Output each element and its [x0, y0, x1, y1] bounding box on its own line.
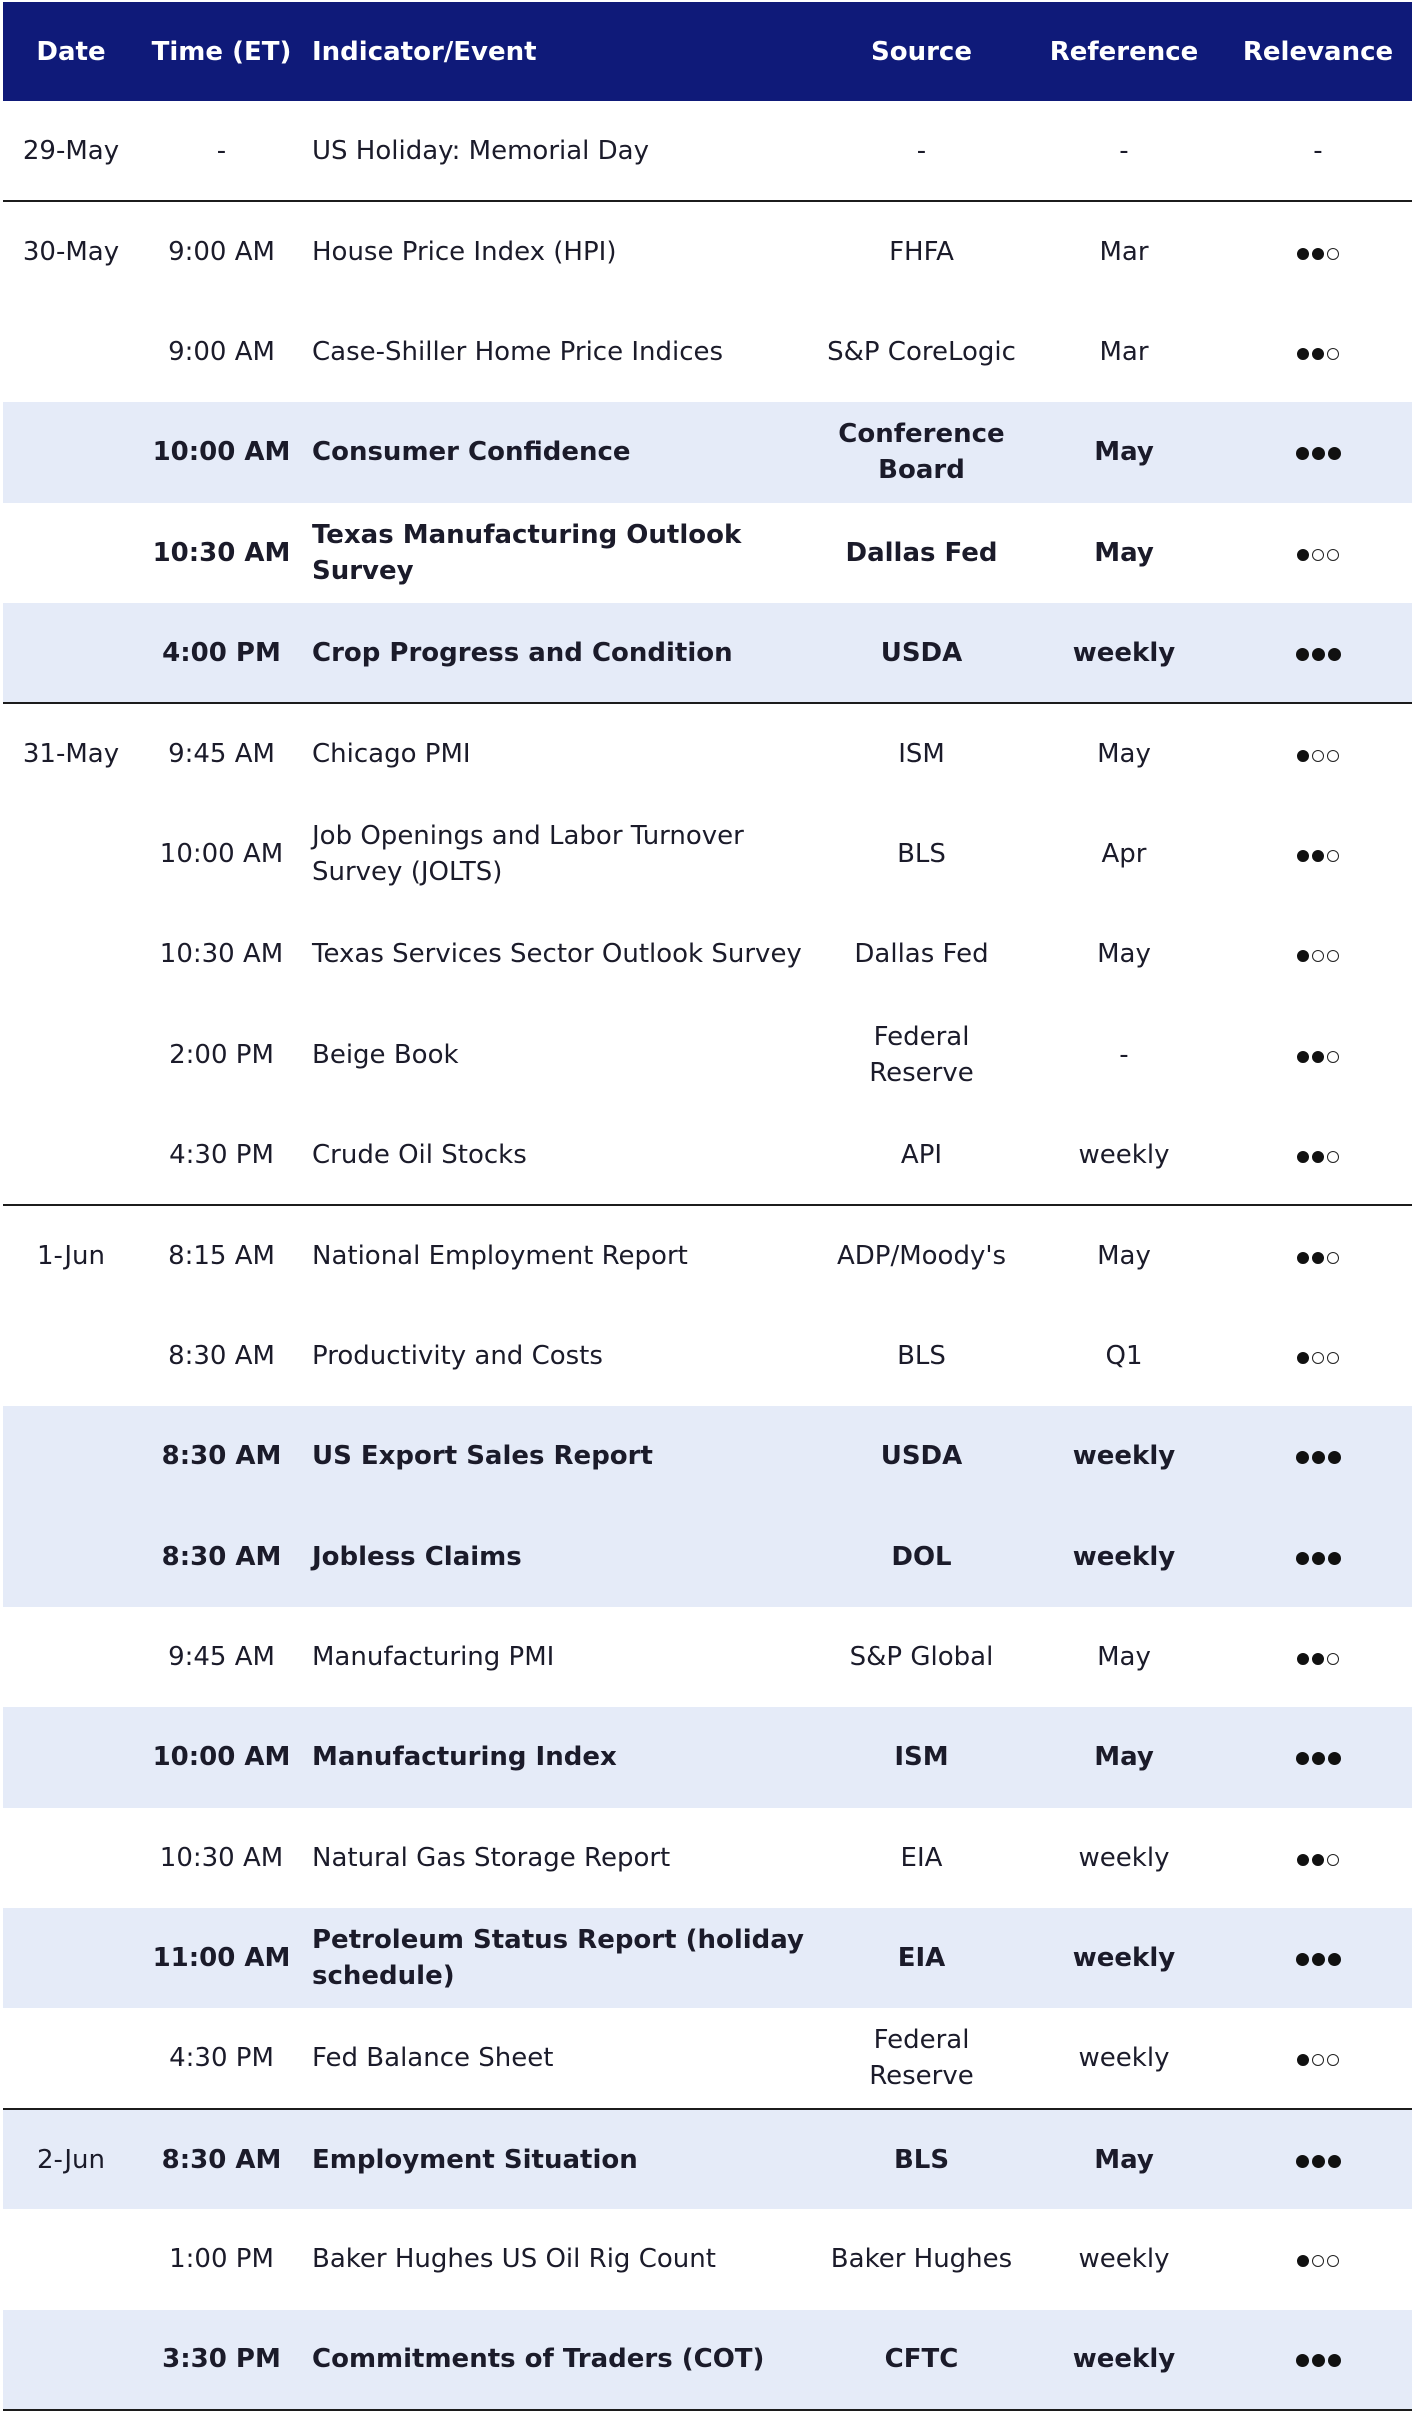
- header-row: [3, 2, 1412, 101]
- cell-date: [3, 1607, 139, 1707]
- filled-dot-icon: [1297, 549, 1309, 561]
- cell-time: 11:00 AM: [152, 1943, 291, 1974]
- filled-dot-icon: [1312, 1953, 1325, 1966]
- empty-dot-icon: [1312, 2054, 1324, 2066]
- cell-reference: May: [1024, 2109, 1224, 2209]
- empty-dot-icon: [1327, 950, 1339, 962]
- table-row: [3, 503, 1412, 603]
- filled-dot-icon: [1297, 1352, 1309, 1364]
- empty-dot-icon: [1327, 1151, 1339, 1163]
- cell-source: EIA: [900, 1842, 943, 1873]
- cell-time: 10:00 AM: [159, 838, 284, 869]
- table-row: [3, 1105, 1412, 1205]
- cell-relevance: [1224, 302, 1412, 402]
- cell-time: 8:30 AM: [168, 1340, 275, 1371]
- cell-date: [3, 2310, 139, 2410]
- cell-relevance: [1224, 201, 1412, 301]
- cell-event: Crude Oil Stocks: [312, 1139, 527, 1170]
- cell-reference: May: [1097, 939, 1151, 970]
- table-row: [3, 804, 1412, 904]
- cell-event: Petroleum Status Report (holiday schedule): [312, 1925, 804, 1992]
- empty-dot-icon: [1327, 348, 1339, 360]
- relevance-dots: [1297, 1653, 1339, 1665]
- cell-relevance: [1224, 1205, 1412, 1305]
- empty-dot-icon: [1327, 1252, 1339, 1264]
- filled-dot-icon: [1328, 447, 1341, 460]
- filled-dot-icon: [1312, 348, 1324, 360]
- cell-time: 2:00 PM: [169, 1039, 274, 1070]
- filled-dot-icon: [1297, 2255, 1309, 2267]
- cell-time: 9:45 AM: [168, 1642, 275, 1673]
- table-header: [3, 2, 1412, 101]
- cell-source: -: [916, 135, 927, 166]
- filled-dot-icon: [1296, 2354, 1309, 2367]
- relevance-dots: [1297, 2255, 1339, 2267]
- cell-relevance: [1224, 603, 1412, 703]
- cell-time: 10:30 AM: [159, 1842, 284, 1873]
- cell-relevance: [1224, 904, 1412, 1004]
- cell-date: [3, 2008, 139, 2108]
- filled-dot-icon: [1297, 1051, 1309, 1063]
- cell-time: 10:00 AM: [152, 1742, 291, 1773]
- empty-dot-icon: [1312, 2255, 1324, 2267]
- cell-source: EIA: [897, 1943, 946, 1974]
- cell-event: Baker Hughes US Oil Rig Count: [312, 2244, 716, 2275]
- cell-reference: -: [1119, 135, 1129, 166]
- cell-date: [3, 603, 139, 703]
- filled-dot-icon: [1312, 1151, 1324, 1163]
- cell-relevance: -: [1313, 135, 1323, 166]
- cell-reference: May: [1024, 703, 1224, 803]
- cell-time: 10:30 AM: [152, 537, 291, 568]
- cell-source: ADP/Moody's: [819, 1205, 1024, 1305]
- empty-dot-icon: [1312, 750, 1324, 762]
- cell-relevance: [1224, 1707, 1412, 1807]
- cell-relevance: [1224, 2008, 1412, 2108]
- cell-reference: Mar: [1024, 201, 1224, 301]
- cell-time: 4:30 PM: [169, 1139, 274, 1170]
- cell-source: Federal Reserve: [869, 1021, 974, 1088]
- cell-time: -: [216, 135, 227, 166]
- cell-date: [3, 1105, 139, 1205]
- cell-relevance: [1224, 2310, 1412, 2410]
- cell-event: Fed Balance Sheet: [312, 2043, 554, 2074]
- cell-event: Job Openings and Labor Turnover Survey (JOLTS): [312, 820, 744, 887]
- filled-dot-icon: [1328, 1752, 1341, 1765]
- cell-date: [3, 1506, 139, 1606]
- cell-source: BLS: [897, 838, 946, 869]
- filled-dot-icon: [1296, 1953, 1309, 1966]
- table-row: [3, 1406, 1412, 1506]
- header-event: Indicator/Event: [312, 36, 537, 67]
- cell-source: USDA: [880, 1441, 963, 1472]
- cell-event: Employment Situation: [304, 2109, 819, 2209]
- cell-source: Dallas Fed: [845, 537, 998, 568]
- filled-dot-icon: [1312, 2155, 1325, 2168]
- cell-relevance: [1224, 2109, 1412, 2209]
- cell-event: Crop Progress and Condition: [312, 637, 733, 668]
- relevance-dots: [1296, 1451, 1341, 1464]
- cell-source: CFTC: [819, 2310, 1024, 2410]
- header-time: Time (ET): [151, 36, 292, 67]
- cell-source: BLS: [897, 1340, 946, 1371]
- table-row: [3, 904, 1412, 1004]
- empty-dot-icon: [1312, 1352, 1324, 1364]
- cell-relevance: [1224, 402, 1412, 502]
- cell-relevance: [1224, 804, 1412, 904]
- relevance-dots: [1296, 2354, 1341, 2367]
- filled-dot-icon: [1312, 248, 1324, 260]
- cell-reference: weekly: [1072, 1943, 1176, 1974]
- table-row: [3, 2109, 1412, 2209]
- cell-relevance: [1224, 1406, 1412, 1506]
- table-row: [3, 2209, 1412, 2309]
- empty-dot-icon: [1327, 850, 1339, 862]
- filled-dot-icon: [1297, 950, 1309, 962]
- filled-dot-icon: [1312, 1653, 1324, 1665]
- cell-date: [3, 1306, 139, 1406]
- cell-event: US Export Sales Report: [312, 1441, 653, 1472]
- table-row: [3, 402, 1412, 502]
- cell-time: 1:00 PM: [169, 2244, 274, 2275]
- empty-dot-icon: [1327, 549, 1339, 561]
- filled-dot-icon: [1297, 1653, 1309, 1665]
- cell-relevance: [1224, 1808, 1412, 1908]
- empty-dot-icon: [1327, 2255, 1339, 2267]
- filled-dot-icon: [1297, 1151, 1309, 1163]
- header-reference: Reference: [1049, 36, 1199, 67]
- header-source: Source: [871, 36, 972, 67]
- relevance-dots: [1296, 648, 1341, 661]
- cell-reference: weekly: [1024, 2310, 1224, 2410]
- table-row: [3, 2310, 1412, 2410]
- table-row: [3, 1205, 1412, 1305]
- relevance-dots: [1297, 1252, 1339, 1264]
- table-row: [3, 2008, 1412, 2108]
- cell-event: Natural Gas Storage Report: [312, 1842, 671, 1873]
- cell-date: 29-May: [22, 135, 120, 166]
- filled-dot-icon: [1312, 1451, 1325, 1464]
- cell-date: [3, 1406, 139, 1506]
- cell-reference: weekly: [1078, 1842, 1170, 1873]
- cell-reference: Apr: [1101, 838, 1147, 869]
- cell-source: S&P CoreLogic: [827, 336, 1016, 367]
- filled-dot-icon: [1297, 1854, 1309, 1866]
- cell-date: [3, 1808, 139, 1908]
- cell-reference: weekly: [1078, 1139, 1170, 1170]
- table-row: [3, 201, 1412, 301]
- cell-time: 8:30 AM: [161, 1441, 282, 1472]
- filled-dot-icon: [1296, 1451, 1309, 1464]
- table-row: [3, 1808, 1412, 1908]
- filled-dot-icon: [1328, 1552, 1341, 1565]
- filled-dot-icon: [1328, 2155, 1341, 2168]
- cell-relevance: [1224, 1105, 1412, 1205]
- cell-event: Manufacturing Index: [312, 1742, 617, 1773]
- cell-event: Commitments of Traders (COT): [304, 2310, 819, 2410]
- relevance-dots: [1297, 850, 1339, 862]
- filled-dot-icon: [1297, 348, 1309, 360]
- empty-dot-icon: [1327, 1653, 1339, 1665]
- cell-reference: May: [1097, 1642, 1151, 1673]
- cell-event: US Holiday: Memorial Day: [312, 135, 649, 166]
- relevance-dots: [1297, 750, 1339, 762]
- cell-date: [3, 1005, 139, 1105]
- table-row: [3, 302, 1412, 402]
- empty-dot-icon: [1327, 2054, 1339, 2066]
- cell-time: 10:30 AM: [159, 939, 284, 970]
- cell-date: 2-Jun: [3, 2109, 139, 2209]
- cell-reference: weekly: [1072, 637, 1176, 668]
- empty-dot-icon: [1327, 248, 1339, 260]
- cell-time: 9:00 AM: [168, 336, 275, 367]
- relevance-dots: [1296, 2155, 1341, 2168]
- cell-relevance: [1224, 1005, 1412, 1105]
- cell-event: Chicago PMI: [304, 703, 819, 803]
- cell-time: 4:30 PM: [169, 2043, 274, 2074]
- cell-time: 8:30 AM: [161, 1541, 282, 1572]
- cell-relevance: [1224, 1506, 1412, 1606]
- filled-dot-icon: [1328, 648, 1341, 661]
- cell-date: 31-May: [3, 703, 139, 803]
- empty-dot-icon: [1327, 1051, 1339, 1063]
- relevance-dots: [1297, 950, 1339, 962]
- cell-event: Beige Book: [312, 1039, 459, 1070]
- relevance-dots: [1296, 1752, 1341, 1765]
- table-row: [3, 101, 1412, 201]
- cell-time: 8:15 AM: [139, 1205, 304, 1305]
- cell-relevance: [1224, 1306, 1412, 1406]
- relevance-dots: [1297, 1151, 1339, 1163]
- cell-time: 9:00 AM: [139, 201, 304, 301]
- cell-source: FHFA: [819, 201, 1024, 301]
- filled-dot-icon: [1312, 1552, 1325, 1565]
- economic-calendar-table: [3, 2, 1412, 2411]
- table-row: [3, 603, 1412, 703]
- cell-event: Consumer Confidence: [312, 437, 631, 468]
- cell-source: DOL: [891, 1541, 952, 1572]
- cell-date: 1-Jun: [3, 1205, 139, 1305]
- cell-date: [3, 804, 139, 904]
- cell-relevance: [1224, 1908, 1412, 2008]
- cell-reference: May: [1094, 1742, 1154, 1773]
- filled-dot-icon: [1312, 648, 1325, 661]
- table-row: [3, 1908, 1412, 2008]
- filled-dot-icon: [1296, 1552, 1309, 1565]
- cell-date: [3, 402, 139, 502]
- relevance-dots: [1296, 447, 1341, 460]
- table-row: [3, 1707, 1412, 1807]
- table-row: [3, 703, 1412, 803]
- cell-event: Texas Manufacturing Outlook Survey: [312, 519, 742, 586]
- cell-event: Productivity and Costs: [312, 1340, 603, 1371]
- relevance-dots: [1297, 248, 1339, 260]
- relevance-dots: [1297, 1352, 1339, 1364]
- cell-reference: -: [1119, 1039, 1129, 1070]
- relevance-dots: [1297, 1051, 1339, 1063]
- filled-dot-icon: [1328, 2354, 1341, 2367]
- header-relevance: Relevance: [1242, 36, 1394, 67]
- cell-date: 30-May: [3, 201, 139, 301]
- cell-time: 4:00 PM: [162, 637, 281, 668]
- cell-reference: weekly: [1078, 2244, 1170, 2275]
- cell-source: Conference Board: [838, 419, 1005, 486]
- cell-time: 8:30 AM: [139, 2109, 304, 2209]
- filled-dot-icon: [1297, 750, 1309, 762]
- cell-reference: May: [1094, 537, 1154, 568]
- cell-event: Case-Shiller Home Price Indices: [312, 336, 724, 367]
- cell-relevance: [1224, 1607, 1412, 1707]
- relevance-dots: [1297, 2054, 1339, 2066]
- table-row: [3, 1607, 1412, 1707]
- relevance-dots: [1296, 1953, 1341, 1966]
- table-row: [3, 1005, 1412, 1105]
- empty-dot-icon: [1312, 549, 1324, 561]
- filled-dot-icon: [1312, 1252, 1324, 1264]
- cell-date: [3, 2209, 139, 2309]
- table-row: [3, 1306, 1412, 1406]
- filled-dot-icon: [1312, 1752, 1325, 1765]
- filled-dot-icon: [1296, 447, 1309, 460]
- cell-event: House Price Index (HPI): [304, 201, 819, 301]
- cell-source: API: [900, 1139, 943, 1170]
- cell-date: [3, 1707, 139, 1807]
- cell-event: National Employment Report: [304, 1205, 819, 1305]
- relevance-dots: [1297, 1854, 1339, 1866]
- cell-event: Manufacturing PMI: [312, 1642, 555, 1673]
- cell-source: Baker Hughes: [830, 2244, 1013, 2275]
- cell-reference: May: [1024, 1205, 1224, 1305]
- filled-dot-icon: [1297, 1252, 1309, 1264]
- relevance-dots: [1297, 549, 1339, 561]
- filled-dot-icon: [1296, 1752, 1309, 1765]
- cell-source: Federal Reserve: [869, 2025, 974, 2092]
- empty-dot-icon: [1327, 750, 1339, 762]
- cell-source: ISM: [894, 1742, 949, 1773]
- empty-dot-icon: [1327, 1854, 1339, 1866]
- cell-date: [3, 302, 139, 402]
- filled-dot-icon: [1312, 850, 1324, 862]
- cell-source: Dallas Fed: [854, 939, 989, 970]
- cell-reference: Mar: [1099, 336, 1149, 367]
- empty-dot-icon: [1312, 950, 1324, 962]
- cell-date: [3, 904, 139, 1004]
- empty-dot-icon: [1327, 1352, 1339, 1364]
- relevance-dots: [1296, 1552, 1341, 1565]
- cell-reference: Q1: [1105, 1340, 1143, 1371]
- filled-dot-icon: [1312, 1854, 1324, 1866]
- cell-reference: weekly: [1072, 1541, 1176, 1572]
- filled-dot-icon: [1297, 850, 1309, 862]
- header-date: Date: [36, 36, 106, 67]
- cell-time: 3:30 PM: [139, 2310, 304, 2410]
- cell-relevance: [1224, 703, 1412, 803]
- cell-event: Texas Services Sector Outlook Survey: [312, 939, 802, 970]
- cell-reference: May: [1094, 437, 1154, 468]
- cell-relevance: [1224, 503, 1412, 603]
- cell-time: 10:00 AM: [152, 437, 291, 468]
- cell-source: USDA: [880, 637, 963, 668]
- filled-dot-icon: [1297, 2054, 1309, 2066]
- cell-source: S&P Global: [849, 1642, 994, 1673]
- filled-dot-icon: [1297, 248, 1309, 260]
- cell-reference: weekly: [1078, 2043, 1170, 2074]
- filled-dot-icon: [1312, 2354, 1325, 2367]
- filled-dot-icon: [1312, 1051, 1324, 1063]
- cell-date: [3, 503, 139, 603]
- filled-dot-icon: [1296, 648, 1309, 661]
- relevance-dots: [1297, 348, 1339, 360]
- filled-dot-icon: [1328, 1451, 1341, 1464]
- filled-dot-icon: [1312, 447, 1325, 460]
- cell-date: [3, 1908, 139, 2008]
- table-row: [3, 1506, 1412, 1606]
- cell-source: BLS: [819, 2109, 1024, 2209]
- cell-source: ISM: [819, 703, 1024, 803]
- table-body: [3, 101, 1412, 2410]
- cell-relevance: [1224, 2209, 1412, 2309]
- cell-time: 9:45 AM: [139, 703, 304, 803]
- filled-dot-icon: [1296, 2155, 1309, 2168]
- filled-dot-icon: [1328, 1953, 1341, 1966]
- cell-reference: weekly: [1072, 1441, 1176, 1472]
- cell-event: Jobless Claims: [312, 1541, 522, 1572]
